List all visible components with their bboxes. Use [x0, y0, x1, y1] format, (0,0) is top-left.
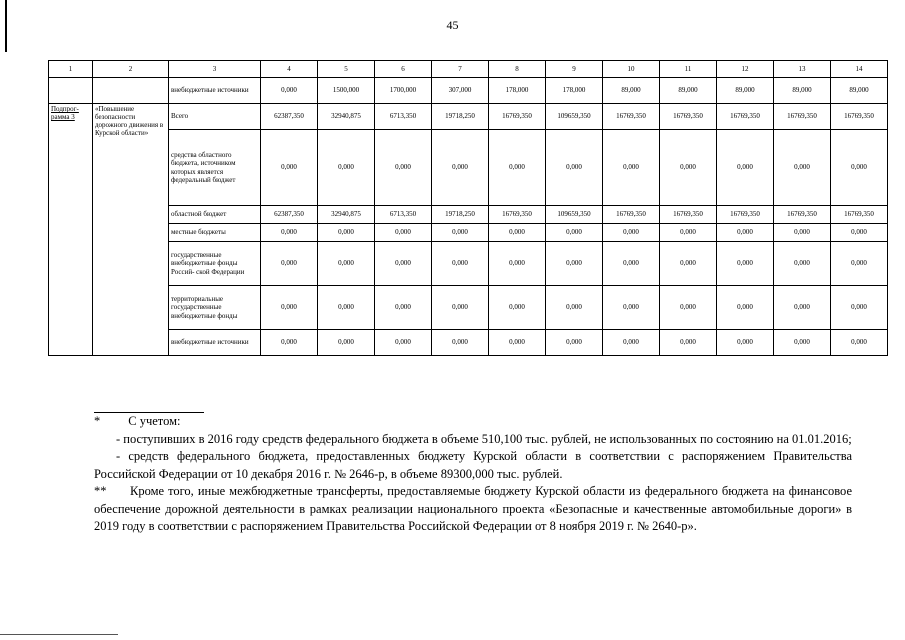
value-cell: 0,000 — [489, 130, 546, 206]
value-cell: 89,000 — [717, 78, 774, 104]
table-row — [49, 330, 888, 356]
footnote-star — [94, 413, 852, 431]
value-cell: 0,000 — [261, 242, 318, 286]
value-cell: 16769,350 — [717, 206, 774, 224]
status-cell — [49, 78, 93, 104]
value-cell: 0,000 — [261, 286, 318, 330]
header-cell: 7 — [432, 61, 489, 78]
value-cell: 0,000 — [603, 286, 660, 330]
footnote-double-star — [94, 483, 852, 536]
value-cell: 0,000 — [546, 224, 603, 242]
header-cell: 12 — [717, 61, 774, 78]
value-cell: 1500,000 — [318, 78, 375, 104]
value-cell: 16769,350 — [774, 206, 831, 224]
value-cell: 0,000 — [717, 224, 774, 242]
value-cell: 0,000 — [660, 286, 717, 330]
value-cell: 16769,350 — [660, 104, 717, 130]
status-cell: Подпрог- рамма 3 — [49, 104, 93, 356]
header-cell: 5 — [318, 61, 375, 78]
header-cell: 4 — [261, 61, 318, 78]
value-cell: 0,000 — [717, 242, 774, 286]
source-cell: территориальные государственные внебюджетные фонды — [169, 286, 261, 330]
value-cell: 32940,875 — [318, 104, 375, 130]
value-cell: 0,000 — [774, 242, 831, 286]
value-cell: 0,000 — [375, 242, 432, 286]
footnotes — [94, 412, 852, 536]
value-cell: 0,000 — [432, 130, 489, 206]
value-cell: 62387,350 — [261, 206, 318, 224]
header-cell: 11 — [660, 61, 717, 78]
value-cell: 0,000 — [318, 242, 375, 286]
source-cell: местные бюджеты — [169, 224, 261, 242]
star-mark: * — [94, 414, 101, 428]
value-cell: 0,000 — [774, 130, 831, 206]
table-row — [49, 286, 888, 330]
value-cell: 0,000 — [432, 242, 489, 286]
value-cell: 0,000 — [375, 330, 432, 356]
budget-table — [48, 60, 888, 356]
value-cell: 19718,250 — [432, 104, 489, 130]
value-cell: 0,000 — [318, 330, 375, 356]
value-cell: 1700,000 — [375, 78, 432, 104]
value-cell: 0,000 — [546, 130, 603, 206]
source-cell: государственные внебюджетные фонды Россий- ской Федерации — [169, 242, 261, 286]
table-row — [49, 206, 888, 224]
value-cell: 16769,350 — [489, 104, 546, 130]
value-cell: 16769,350 — [660, 206, 717, 224]
value-cell: 0,000 — [489, 330, 546, 356]
value-cell: 0,000 — [489, 242, 546, 286]
table-row — [49, 224, 888, 242]
value-cell: 0,000 — [318, 224, 375, 242]
footnote-item-3: Кроме того, иные межбюджетные трансферты, предоставляемые бюджету Курской области из федерального бюджета на финансовое обеспечение дорожной деятельности в рамках реализации национального проекта «Безопасные и качественные автомобильные дороги» в 2019 году в соответствии с распоряжением Правительства Российской Федерации от 8 ноября 2019 г. № 2640-р». — [94, 484, 852, 533]
value-cell: 0,000 — [717, 286, 774, 330]
value-cell: 0,000 — [660, 130, 717, 206]
double-star-mark: ** — [94, 484, 107, 498]
value-cell: 16769,350 — [603, 206, 660, 224]
header-cell: 1 — [49, 61, 93, 78]
value-cell: 19718,250 — [432, 206, 489, 224]
header-cell: 6 — [375, 61, 432, 78]
value-cell: 0,000 — [831, 242, 888, 286]
value-cell: 0,000 — [603, 330, 660, 356]
header-cell: 10 — [603, 61, 660, 78]
value-cell: 0,000 — [831, 130, 888, 206]
value-cell: 16769,350 — [603, 104, 660, 130]
value-cell: 0,000 — [261, 78, 318, 104]
value-cell: 16769,350 — [774, 104, 831, 130]
value-cell: 16769,350 — [831, 206, 888, 224]
value-cell: 0,000 — [375, 286, 432, 330]
value-cell: 0,000 — [489, 286, 546, 330]
value-cell: 0,000 — [261, 130, 318, 206]
value-cell: 178,000 — [489, 78, 546, 104]
footnote-intro: С учетом: — [128, 414, 181, 428]
value-cell: 0,000 — [546, 330, 603, 356]
value-cell: 0,000 — [660, 330, 717, 356]
value-cell: 0,000 — [603, 242, 660, 286]
value-cell: 16769,350 — [831, 104, 888, 130]
value-cell: 0,000 — [717, 330, 774, 356]
table-row — [49, 78, 888, 104]
value-cell: 0,000 — [318, 130, 375, 206]
header-cell: 2 — [93, 61, 169, 78]
value-cell: 0,000 — [831, 286, 888, 330]
value-cell: 0,000 — [432, 286, 489, 330]
value-cell: 0,000 — [774, 330, 831, 356]
value-cell: 0,000 — [660, 242, 717, 286]
value-cell: 32940,875 — [318, 206, 375, 224]
value-cell: 6713,350 — [375, 206, 432, 224]
table-row — [49, 104, 888, 130]
source-cell: областной бюджет — [169, 206, 261, 224]
value-cell: 0,000 — [318, 286, 375, 330]
value-cell: 0,000 — [774, 224, 831, 242]
value-cell: 0,000 — [546, 286, 603, 330]
value-cell: 89,000 — [831, 78, 888, 104]
program-name-cell — [93, 78, 169, 104]
source-cell: средства областного бюджета, источником которых является федеральный бюджет — [169, 130, 261, 206]
page-number: 45 — [446, 18, 459, 32]
value-cell: 0,000 — [774, 286, 831, 330]
value-cell: 89,000 — [603, 78, 660, 104]
value-cell: 89,000 — [660, 78, 717, 104]
value-cell: 0,000 — [489, 224, 546, 242]
value-cell: 109659,350 — [546, 206, 603, 224]
value-cell: 6713,350 — [375, 104, 432, 130]
header-cell: 9 — [546, 61, 603, 78]
value-cell: 0,000 — [432, 224, 489, 242]
source-cell: внебюджетные источники — [169, 330, 261, 356]
value-cell: 0,000 — [831, 330, 888, 356]
value-cell: 0,000 — [432, 330, 489, 356]
program-name-cell: «Повышение безопасности дорожного движения в Курской области» — [93, 104, 169, 356]
header-cell: 3 — [169, 61, 261, 78]
value-cell: 0,000 — [375, 130, 432, 206]
footnote-item-1: - поступивших в 2016 году средств федерального бюджета в объеме 510,100 тыс. рублей, не использованных по состоянию на 01.01.2016; — [116, 431, 852, 446]
value-cell: 0,000 — [717, 130, 774, 206]
table-row — [49, 130, 888, 206]
value-cell: 0,000 — [603, 224, 660, 242]
value-cell: 16769,350 — [489, 206, 546, 224]
table-row — [49, 242, 888, 286]
value-cell: 62387,350 — [261, 104, 318, 130]
header-cell: 8 — [489, 61, 546, 78]
header-cell: 14 — [831, 61, 888, 78]
header-row — [49, 61, 888, 78]
value-cell: 89,000 — [774, 78, 831, 104]
value-cell: 0,000 — [660, 224, 717, 242]
value-cell: 0,000 — [546, 242, 603, 286]
source-cell: Всего — [169, 104, 261, 130]
bottom-rule — [0, 634, 118, 635]
value-cell: 0,000 — [375, 224, 432, 242]
value-cell: 0,000 — [261, 224, 318, 242]
source-cell: внебюджетные источники — [169, 78, 261, 104]
value-cell: 178,000 — [546, 78, 603, 104]
value-cell: 307,000 — [432, 78, 489, 104]
value-cell: 109659,350 — [546, 104, 603, 130]
value-cell: 0,000 — [261, 330, 318, 356]
header-cell: 13 — [774, 61, 831, 78]
value-cell: 0,000 — [603, 130, 660, 206]
value-cell: 16769,350 — [717, 104, 774, 130]
value-cell: 0,000 — [831, 224, 888, 242]
footnote-item-2: - средств федерального бюджета, предоставленных бюджету Курской области в соответствии с распоряжением Правительства Российской Федерации от 10 декабря 2016 г. № 2646-р, в объеме 89300,000 тыс. рублей. — [94, 449, 852, 481]
